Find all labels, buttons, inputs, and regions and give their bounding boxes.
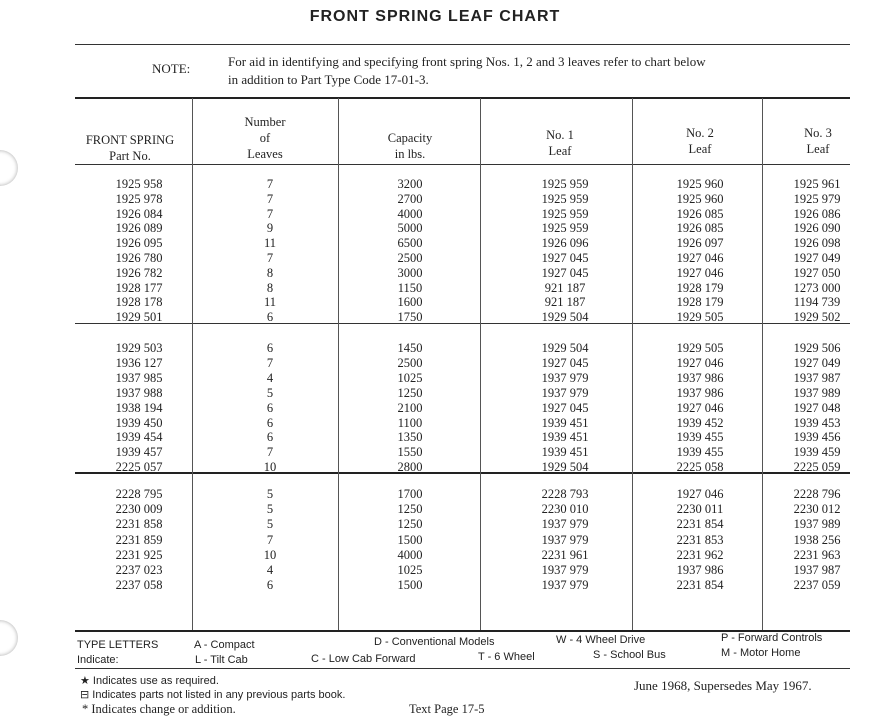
cell-no2-leaf: 1926 085 [676, 206, 724, 221]
cell-no3-leaf: 1939 453 [793, 415, 841, 430]
cell-no2-leaf: 1937 986 [676, 385, 724, 400]
cell-leaves: 7 [266, 251, 274, 265]
cell-leaves: 5 [266, 517, 274, 532]
cell-no3-leaf: 2228 796 [793, 487, 841, 501]
page-line: Text Page 17-5 [409, 702, 485, 716]
cell-no1-leaf: 1939 451 [541, 445, 589, 460]
cell-capacity: 2800 [397, 460, 423, 475]
header-no2: No. 2 Leaf [686, 126, 714, 156]
type-letter-s: S - School Bus [593, 649, 666, 661]
cell-no3-leaf: 1927 049 [793, 355, 841, 370]
cell-capacity: 1750 [397, 310, 423, 325]
cell-part-no: 2237 023 [115, 563, 163, 577]
header-leaves: Number of Leaves [244, 115, 286, 161]
cell-no2-leaf: 1928 179 [676, 295, 724, 310]
cell-no3-leaf: 1926 086 [793, 206, 841, 221]
cell-no2-leaf: 1937 986 [676, 370, 724, 385]
cell-no2-leaf: 1925 960 [676, 191, 724, 206]
cell-leaves: 10 [263, 460, 277, 475]
cell-leaves: 7 [266, 355, 274, 370]
type-letter-a: A - Compact [194, 639, 255, 651]
cell-no2-leaf: 1926 085 [676, 221, 724, 236]
cell-no2-leaf: 2231 854 [676, 517, 724, 532]
cell-no2-leaf: 1927 046 [676, 265, 724, 280]
cell-capacity: 1025 [397, 563, 423, 577]
cell-no1-leaf: 1937 979 [541, 563, 589, 577]
cell-leaves: 6 [266, 430, 274, 445]
cell-capacity: 3200 [397, 177, 423, 191]
cell-no1-leaf: 1926 096 [541, 236, 589, 251]
page-title: FRONT SPRING LEAF CHART [309, 8, 561, 25]
cell-capacity: 1025 [397, 370, 423, 385]
cell-no1-leaf: 1927 045 [541, 400, 589, 415]
cell-no2-leaf: 2231 962 [676, 547, 724, 562]
type-letter-d: D - Conventional Models [374, 636, 495, 648]
cell-no1-leaf: 2231 961 [541, 547, 589, 562]
cell-capacity: 1250 [397, 502, 423, 517]
cell-no3-leaf: 2231 963 [793, 547, 841, 562]
cell-no1-leaf: 1925 959 [541, 221, 589, 236]
cell-part-no: 1937 988 [115, 385, 163, 400]
cell-no3-leaf: 1925 961 [793, 177, 841, 191]
cell-leaves: 8 [266, 265, 274, 280]
cell-no1-leaf: 1937 979 [541, 370, 589, 385]
cell-no2-leaf: 1939 455 [676, 445, 724, 460]
cell-part-no: 2231 859 [115, 532, 163, 547]
cell-no2-leaf: 1937 986 [676, 563, 724, 577]
cell-no1-leaf: 1925 959 [541, 191, 589, 206]
note-label: NOTE: [152, 61, 191, 76]
cell-no3-leaf: 1925 979 [793, 191, 841, 206]
cell-capacity: 1250 [397, 385, 423, 400]
cell-capacity: 1500 [397, 578, 423, 593]
cell-no2-leaf: 1939 452 [676, 415, 724, 430]
cell-leaves: 6 [266, 310, 274, 325]
punch-hole-bottom [0, 620, 18, 656]
rule-type-letters-bottom [75, 668, 850, 669]
cell-no2-leaf: 1927 046 [676, 251, 724, 265]
cell-part-no: 1929 501 [115, 310, 163, 325]
note-text [228, 53, 848, 89]
header-capacity: Capacity in lbs. [387, 131, 433, 161]
cell-no2-leaf: 2225 058 [676, 460, 724, 475]
cell-no2-leaf: 1929 505 [676, 310, 724, 325]
type-letters-label: TYPE LETTERS [77, 639, 159, 651]
cell-no2-leaf: 2230 011 [676, 502, 724, 517]
cell-no3-leaf: 1927 048 [793, 400, 841, 415]
type-letter-w: W - 4 Wheel Drive [556, 634, 646, 646]
cell-part-no: 2231 858 [115, 517, 163, 532]
cell-leaves: 7 [266, 191, 274, 206]
date-line: June 1968, Supersedes May 1967. [634, 678, 812, 693]
note-line-1: For aid in identifying and specifying front spring Nos. 1, 2 and 3 leaves refer to chart below [228, 54, 706, 69]
cell-no2-leaf: 1927 046 [676, 487, 724, 501]
cell-capacity: 1250 [397, 517, 423, 532]
col-divider-2 [338, 98, 339, 630]
cell-leaves: 10 [263, 547, 277, 562]
cell-no2-leaf: 1926 097 [676, 236, 724, 251]
cell-part-no: 1926 084 [115, 206, 163, 221]
cell-no3-leaf: 1926 098 [793, 236, 841, 251]
cell-no3-leaf: 1939 459 [793, 445, 841, 460]
cell-part-no: 1939 457 [115, 445, 163, 460]
cell-capacity: 4000 [397, 206, 423, 221]
cell-leaves: 11 [263, 295, 277, 310]
cell-capacity: 1600 [397, 295, 423, 310]
cell-no2-leaf: 1939 455 [676, 430, 724, 445]
cell-capacity: 1350 [397, 430, 423, 445]
cell-capacity: 2100 [397, 400, 423, 415]
cell-capacity: 2700 [397, 191, 423, 206]
cell-no3-leaf: 1939 456 [793, 430, 841, 445]
cell-no3-leaf: 1929 506 [793, 341, 841, 355]
header-no1: No. 1 Leaf [546, 128, 574, 158]
cell-capacity: 4000 [397, 547, 423, 562]
cell-part-no: 1928 178 [115, 295, 163, 310]
note-line-2: in addition to Part Type Code 17-01-3. [228, 72, 429, 87]
cell-part-no: 1925 978 [115, 191, 163, 206]
cell-no3-leaf: 2237 059 [793, 578, 841, 593]
punch-hole-top [0, 150, 18, 186]
cell-leaves: 11 [263, 236, 277, 251]
cell-no1-leaf: 1925 959 [541, 177, 589, 191]
cell-no2-leaf: 1925 960 [676, 177, 724, 191]
cell-no1-leaf: 1937 979 [541, 385, 589, 400]
cell-part-no: 1926 095 [115, 236, 163, 251]
cell-no1-leaf: 1939 451 [541, 415, 589, 430]
cell-capacity: 6500 [397, 236, 423, 251]
cell-no3-leaf: 1938 256 [793, 532, 841, 547]
type-letter-m: M - Motor Home [721, 647, 801, 659]
cell-no3-leaf: 1937 989 [793, 517, 841, 532]
cell-part-no: 1938 194 [115, 400, 163, 415]
cell-no1-leaf: 2228 793 [541, 487, 589, 501]
footnote-change-addition: * Indicates change or addition. [82, 702, 236, 716]
cell-leaves: 4 [266, 370, 274, 385]
cell-leaves: 6 [266, 415, 274, 430]
cell-part-no: 1939 450 [115, 415, 163, 430]
col-divider-1 [192, 98, 193, 630]
cell-no2-leaf: 1929 505 [676, 341, 724, 355]
cell-no2-leaf: 2231 854 [676, 578, 724, 593]
cell-no1-leaf: 1937 979 [541, 517, 589, 532]
cell-part-no: 2228 795 [115, 487, 163, 501]
cell-no2-leaf: 1927 046 [676, 400, 724, 415]
cell-no1-leaf: 2230 010 [541, 502, 589, 517]
cell-no3-leaf: 1929 502 [793, 310, 841, 325]
cell-leaves: 7 [266, 445, 274, 460]
cell-no2-leaf: 1928 179 [676, 280, 724, 295]
cell-leaves: 6 [266, 578, 274, 593]
cell-no1-leaf: 1927 045 [541, 265, 589, 280]
cell-capacity: 2500 [397, 251, 423, 265]
cell-no3-leaf: 1937 987 [793, 370, 841, 385]
cell-leaves: 5 [266, 502, 274, 517]
cell-part-no: 1925 958 [115, 177, 163, 191]
footnote-not-listed: ⊟ Indicates parts not listed in any previous parts book. [80, 689, 346, 701]
cell-part-no: 2225 057 [115, 460, 163, 475]
col-divider-5 [762, 98, 763, 630]
type-letter-t: T - 6 Wheel [478, 651, 535, 663]
cell-part-no: 2237 058 [115, 578, 163, 593]
cell-part-no: 1926 089 [115, 221, 163, 236]
cell-no1-leaf: 1929 504 [541, 310, 589, 325]
cell-no3-leaf: 1194 739 [793, 295, 841, 310]
cell-capacity: 1500 [397, 532, 423, 547]
cell-no3-leaf: 1273 000 [793, 280, 841, 295]
cell-no3-leaf: 1937 987 [793, 563, 841, 577]
cell-part-no: 1929 503 [115, 341, 163, 355]
cell-capacity: 1700 [397, 487, 423, 501]
cell-capacity: 3000 [397, 265, 423, 280]
cell-no3-leaf: 1927 050 [793, 265, 841, 280]
cell-leaves: 5 [266, 487, 274, 501]
col-divider-4 [632, 98, 633, 630]
cell-capacity: 5000 [397, 221, 423, 236]
header-no3: No. 3 Leaf [804, 126, 832, 156]
cell-leaves: 9 [266, 221, 274, 236]
cell-leaves: 7 [266, 177, 274, 191]
cell-leaves: 7 [266, 532, 274, 547]
cell-part-no: 1939 454 [115, 430, 163, 445]
cell-no3-leaf: 1927 049 [793, 251, 841, 265]
cell-no1-leaf: 921 187 [544, 280, 586, 295]
header-part-no: FRONT SPRING Part No. [85, 133, 175, 163]
cell-no1-leaf: 1939 451 [541, 430, 589, 445]
cell-part-no: 2231 925 [115, 547, 163, 562]
type-letter-c: C - Low Cab Forward [311, 653, 416, 665]
cell-no1-leaf: 1929 504 [541, 341, 589, 355]
cell-no1-leaf: 921 187 [544, 295, 586, 310]
cell-no1-leaf: 1927 045 [541, 355, 589, 370]
cell-leaves: 6 [266, 400, 274, 415]
cell-part-no: 2230 009 [115, 502, 163, 517]
cell-no3-leaf: 2225 059 [793, 460, 841, 475]
cell-no1-leaf: 1929 504 [541, 460, 589, 475]
type-letters-indicate: Indicate: [77, 654, 119, 666]
cell-leaves: 5 [266, 385, 274, 400]
cell-leaves: 4 [266, 563, 274, 577]
cell-capacity: 1550 [397, 445, 423, 460]
type-letter-l: L - Tilt Cab [195, 654, 248, 666]
rule-top [75, 44, 850, 45]
cell-no2-leaf: 1927 046 [676, 355, 724, 370]
cell-no3-leaf: 1926 090 [793, 221, 841, 236]
cell-part-no: 1926 780 [115, 251, 163, 265]
cell-no1-leaf: 1927 045 [541, 251, 589, 265]
cell-no1-leaf: 1925 959 [541, 206, 589, 221]
cell-no1-leaf: 1937 979 [541, 578, 589, 593]
cell-capacity: 2500 [397, 355, 423, 370]
cell-part-no: 1926 782 [115, 265, 163, 280]
cell-leaves: 6 [266, 341, 274, 355]
cell-no1-leaf: 1937 979 [541, 532, 589, 547]
cell-part-no: 1928 177 [115, 280, 163, 295]
cell-no3-leaf: 1937 989 [793, 385, 841, 400]
type-letter-p: P - Forward Controls [721, 632, 823, 644]
cell-no2-leaf: 2231 853 [676, 532, 724, 547]
cell-part-no: 1937 985 [115, 370, 163, 385]
cell-leaves: 7 [266, 206, 274, 221]
cell-leaves: 8 [266, 280, 274, 295]
cell-no3-leaf: 2230 012 [793, 502, 841, 517]
col-divider-3 [480, 98, 481, 630]
cell-capacity: 1100 [397, 415, 423, 430]
cell-part-no: 1936 127 [115, 355, 163, 370]
cell-capacity: 1450 [397, 341, 423, 355]
cell-capacity: 1150 [397, 280, 423, 295]
footnote-use-as-required: ★ Indicates use as required. [80, 675, 219, 687]
